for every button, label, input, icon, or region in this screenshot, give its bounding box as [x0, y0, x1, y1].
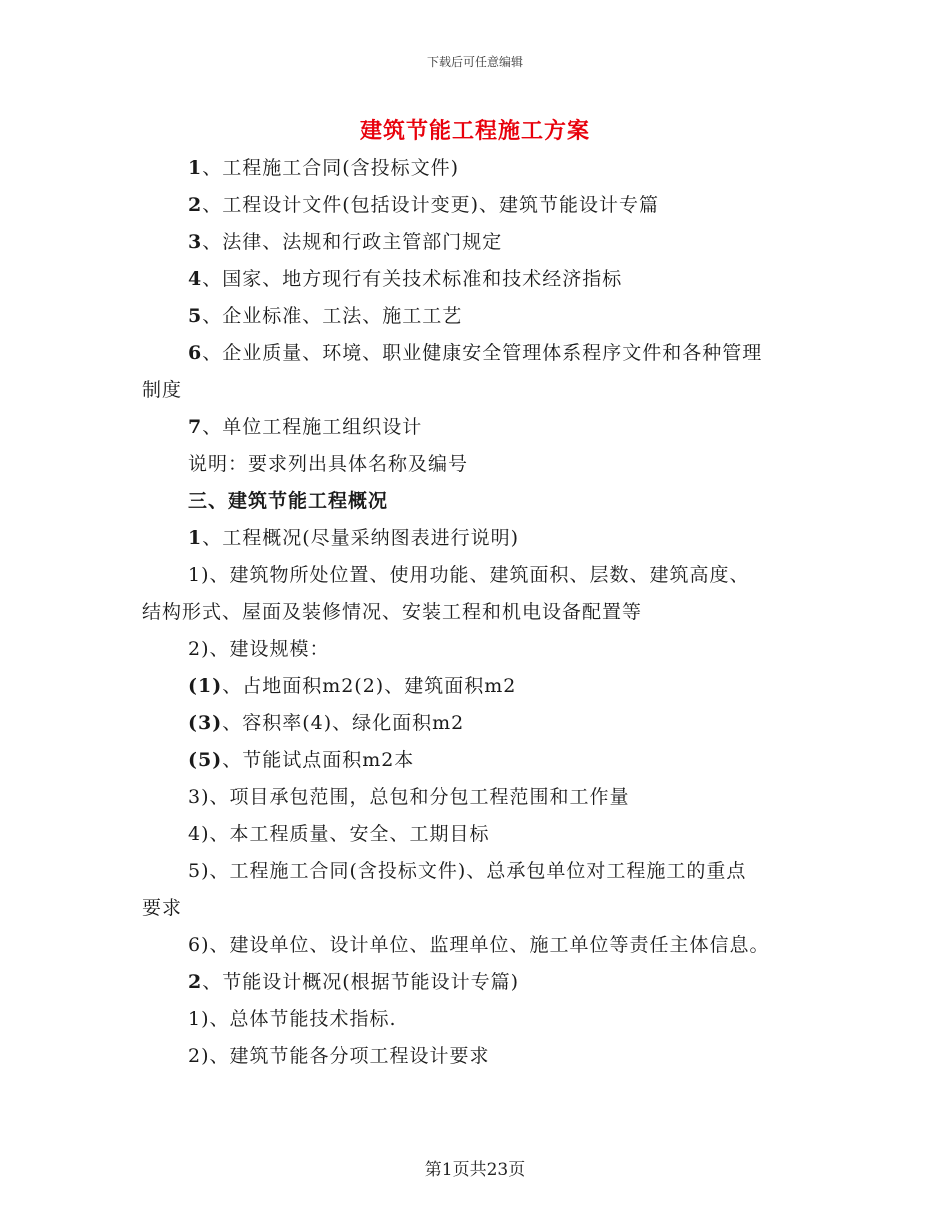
basis-item-2 — [142, 187, 810, 224]
item-text: 2)、建筑节能各分项工程设计要求 — [188, 1045, 490, 1067]
item-number: (1) — [188, 675, 223, 697]
item-text: 、节能设计概况(根据节能设计专篇) — [202, 971, 520, 993]
overview-subitem-1 — [142, 557, 810, 594]
item-number: (5) — [188, 749, 223, 771]
overview-subitem-6 — [142, 927, 810, 964]
basis-item-6 — [142, 335, 810, 372]
scale-item-5 — [142, 742, 810, 779]
item-number: 6 — [188, 342, 203, 364]
item-text: 1)、建筑物所处位置、使用功能、建筑面积、层数、建筑高度、 — [188, 564, 750, 586]
item-text: 、企业标准、工法、施工工艺 — [202, 305, 463, 327]
item-number: 4 — [188, 268, 203, 290]
item-text: 、国家、地方现行有关技术标准和技术经济指标 — [202, 268, 623, 290]
item-text: 、法律、法规和行政主管部门规定 — [202, 231, 503, 253]
overview-subitem-5-continuation — [142, 890, 810, 927]
scale-item-3 — [142, 705, 810, 742]
section-heading-3 — [142, 483, 810, 520]
overview-subitem-3 — [142, 779, 810, 816]
basis-item-7 — [142, 409, 810, 446]
basis-item-4 — [142, 261, 810, 298]
item-text: 4)、本工程质量、安全、工期目标 — [188, 823, 490, 845]
item-text: 5)、工程施工合同(含投标文件)、总承包单位对工程施工的重点 — [188, 860, 747, 882]
note-line — [142, 446, 810, 483]
overview-item-2 — [142, 964, 810, 1001]
item-text: 说明：要求列出具体名称及编号 — [188, 453, 469, 475]
header-note: 下载后可任意编辑 — [426, 55, 523, 69]
item-text: 1)、总体节能技术指标. — [188, 1008, 397, 1030]
design-subitem-2 — [142, 1038, 810, 1075]
section-heading-text: 三、建筑节能工程概况 — [188, 490, 389, 512]
basis-item-5 — [142, 298, 810, 335]
item-number: (3) — [188, 712, 223, 734]
basis-item-1 — [142, 150, 810, 187]
overview-subitem-5 — [142, 853, 810, 890]
scale-item-1 — [142, 668, 810, 705]
document-body — [142, 150, 810, 1075]
design-subitem-1 — [142, 1001, 810, 1038]
item-text: 、占地面积m2(2)、建筑面积m2 — [222, 675, 517, 697]
overview-subitem-2 — [142, 631, 810, 668]
page-footer: 第1页共23页 — [424, 1160, 526, 1180]
item-number: 2 — [188, 194, 203, 216]
basis-item-3 — [142, 224, 810, 261]
item-text: 2)、建设规模： — [188, 638, 330, 660]
overview-subitem-1-continuation — [142, 594, 810, 631]
item-text: 3)、项目承包范围，总包和分包工程范围和工作量 — [188, 786, 630, 808]
item-number: 1 — [188, 157, 203, 179]
document-title: 建筑节能工程施工方案 — [359, 118, 590, 144]
item-number: 5 — [188, 305, 203, 327]
item-number: 3 — [188, 231, 203, 253]
item-number: 7 — [188, 416, 203, 438]
item-text: 、容积率(4)、绿化面积m2 — [222, 712, 465, 734]
item-text: 6)、建设单位、设计单位、监理单位、施工单位等责任主体信息。 — [188, 934, 770, 956]
item-text: 、企业质量、环境、职业健康安全管理体系程序文件和各种管理 — [202, 342, 763, 364]
item-text: 、工程概况(尽量采纳图表进行说明) — [202, 527, 520, 549]
item-number: 2 — [188, 971, 203, 993]
item-text: 、单位工程施工组织设计 — [202, 416, 423, 438]
item-text: 制度 — [142, 379, 183, 401]
item-number: 1 — [188, 527, 203, 549]
item-text: 、节能试点面积m2本 — [222, 749, 415, 771]
item-text: 、工程施工合同(含投标文件) — [202, 157, 460, 179]
item-text: 要求 — [142, 897, 183, 919]
overview-subitem-4 — [142, 816, 810, 853]
overview-item-1 — [142, 520, 810, 557]
item-text: 结构形式、屋面及装修情况、安装工程和机电设备配置等 — [142, 601, 643, 623]
basis-item-6-continuation — [142, 372, 810, 409]
item-text: 、工程设计文件(包括设计变更)、建筑节能设计专篇 — [202, 194, 660, 216]
